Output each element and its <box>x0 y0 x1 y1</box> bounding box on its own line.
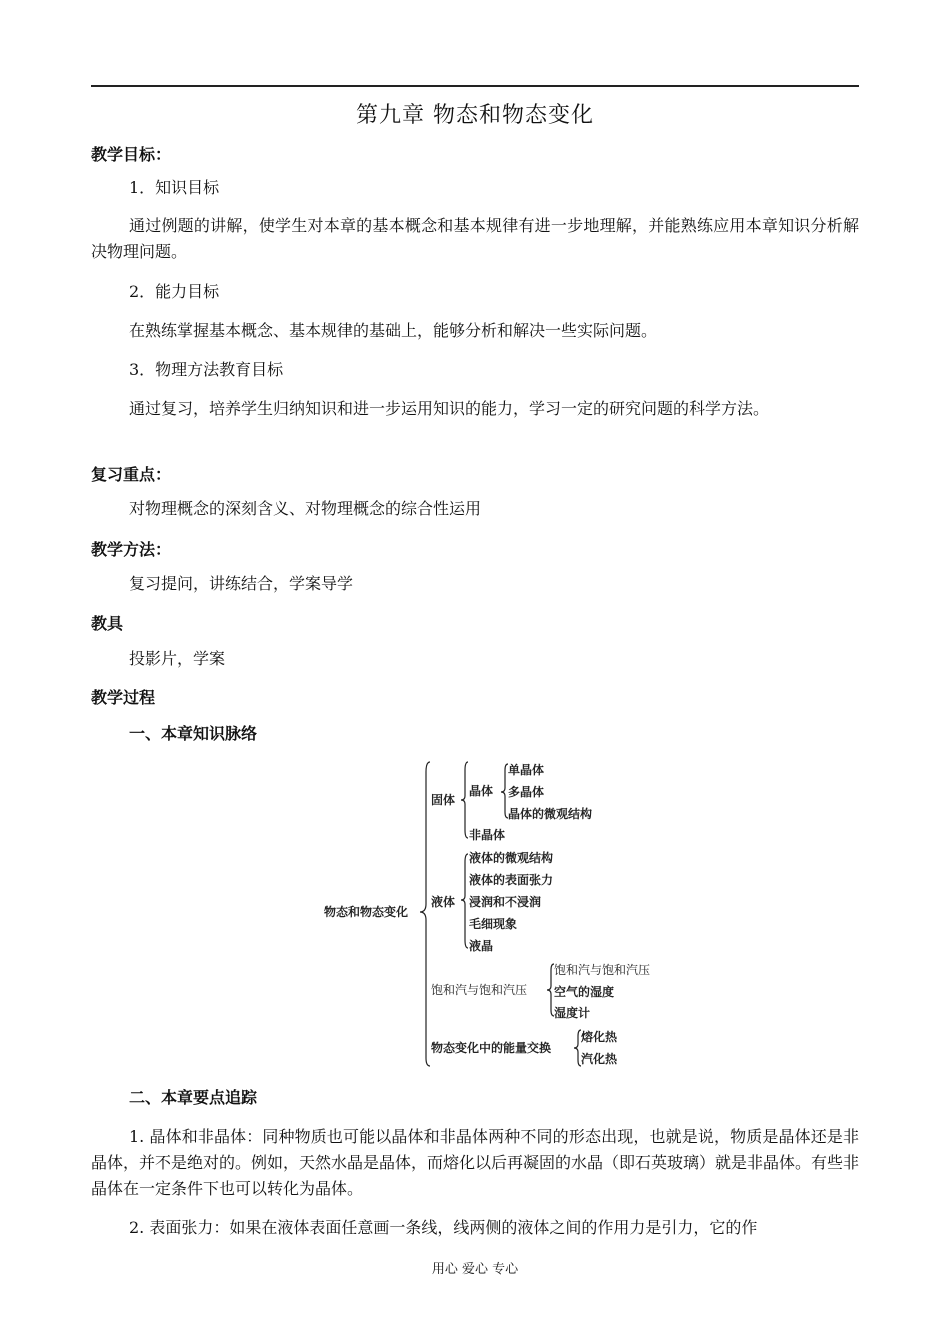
liquid-item-4: 毛细现象 <box>469 917 518 931</box>
process-heading: 教学过程 <box>91 688 156 707</box>
objectives-heading: 教学目标： <box>91 145 172 164</box>
focus-text: 对物理概念的深刻含义、对物理概念的综合性运用 <box>129 499 482 518</box>
diagram-solid: 固体 <box>431 793 456 807</box>
point-2-text: 2. 表面张力：如果在液体表面任意画一条线，线两侧的液体之间的作用力是引力，它的作 <box>129 1218 758 1237</box>
tools-heading: 教具 <box>91 614 124 633</box>
section-1-heading: 一、本章知识脉络 <box>129 724 258 743</box>
method-heading: 教学方法： <box>91 540 172 559</box>
objective-2-label: 2．能力目标 <box>129 282 220 301</box>
point-1-text: 1. 晶体和非晶体：同种物质也可能以晶体和非晶体两种不同的形态出现，也就是说，物质是晶体还是非晶体，并不是绝对的。例如，天然水晶是晶体，而熔化以后再凝固的水晶（即石英玻璃）就是非晶体。有些非晶体在一定条件下也可以转化为晶体。 <box>91 1127 860 1198</box>
energy-item-2: 汽化热 <box>581 1052 618 1066</box>
crystal-item-1: 单晶体 <box>508 763 545 777</box>
liquid-item-1: 液体的微观结构 <box>469 851 554 865</box>
objective-2-text: 在熟练掌握基本概念、基本规律的基础上，能够分析和解决一些实际问题。 <box>129 321 658 340</box>
solid-brace <box>461 762 468 838</box>
energy-brace <box>574 1030 581 1066</box>
diagram-energy: 物态变化中的能量交换 <box>431 1041 552 1055</box>
objective-3-text: 通过复习，培养学生归纳知识和进一步运用知识的能力，学习一定的研究问题的科学方法。 <box>129 399 770 418</box>
energy-item-1: 熔化热 <box>581 1030 618 1044</box>
diagram-noncrystal: 非晶体 <box>469 828 506 842</box>
tools-text: 投影片，学案 <box>129 649 226 668</box>
vapor-item-2: 空气的湿度 <box>554 985 615 999</box>
page-footer: 用心 爱心 专心 <box>431 1262 519 1277</box>
crystal-brace <box>501 764 508 818</box>
diagram-crystal: 晶体 <box>469 784 494 798</box>
page-title: 第九章 物态和物态变化 <box>356 103 594 128</box>
liquid-item-2: 液体的表面张力 <box>469 873 554 887</box>
main-brace <box>420 762 430 1066</box>
vapor-item-1: 饱和汽与饱和汽压 <box>554 963 651 977</box>
diagram-root: 物态和物态变化 <box>324 905 409 919</box>
diagram-liquid: 液体 <box>431 895 456 909</box>
objective-1-text: 通过例题的讲解，使学生对本章的基本概念和基本规律有进一步地理解，并能熟练应用本章知识分析解决物理问题。 <box>91 216 859 261</box>
liquid-brace <box>461 854 468 948</box>
objective-1-label: 1．知识目标 <box>129 178 220 197</box>
crystal-item-3: 晶体的微观结构 <box>508 807 593 821</box>
header-rule <box>91 85 859 87</box>
section-2-heading: 二、本章要点追踪 <box>129 1088 258 1107</box>
liquid-item-5: 液晶 <box>469 939 494 953</box>
vapor-item-3: 湿度计 <box>554 1006 591 1020</box>
liquid-item-3: 浸润和不浸润 <box>469 895 542 909</box>
method-text: 复习提问，讲练结合，学案导学 <box>129 574 354 593</box>
knowledge-map-diagram <box>310 758 670 1070</box>
vapor-brace <box>547 964 554 1016</box>
crystal-item-2: 多晶体 <box>508 785 545 799</box>
objective-3-label: 3．物理方法教育目标 <box>129 360 284 379</box>
focus-heading: 复习重点： <box>91 465 172 484</box>
diagram-vapor: 饱和汽与饱和汽压 <box>431 983 528 997</box>
